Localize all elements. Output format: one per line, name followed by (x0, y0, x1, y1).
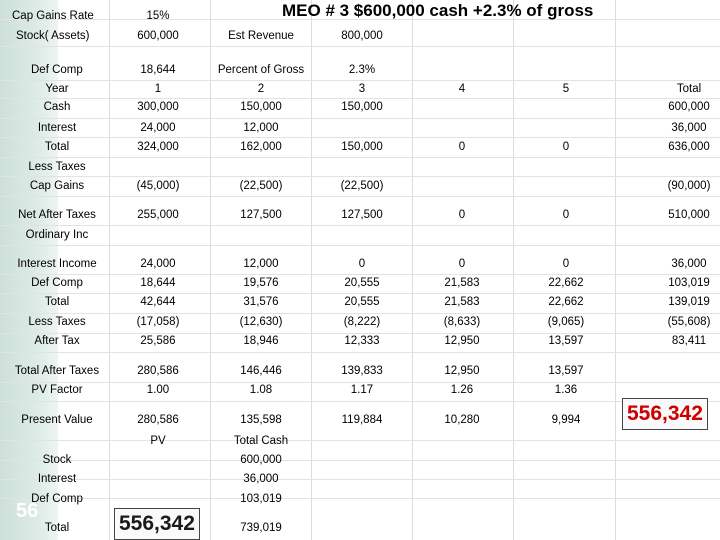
year-header: 3 (358, 83, 366, 95)
table-cell: 12,950 (444, 365, 480, 377)
table-cell: (9,065) (547, 316, 585, 328)
table-cell: (12,630) (239, 316, 283, 328)
row-divider (0, 98, 720, 99)
row-divider (0, 313, 720, 314)
table-cell: 0 (562, 141, 570, 153)
row-label: PV Factor (31, 384, 83, 396)
table-cell: 300,000 (137, 101, 179, 113)
row-label: Cap Gains (29, 180, 85, 192)
row-divider (0, 352, 720, 353)
year-header: 2 (257, 83, 265, 95)
total-header: Total (676, 83, 702, 95)
table-cell: 13,597 (548, 335, 584, 347)
summary-stock-value: 600,000 (240, 454, 282, 466)
row-label: After Tax (34, 335, 80, 347)
table-cell: (8,222) (343, 316, 381, 328)
row-label: Total After Taxes (14, 365, 100, 377)
row-label: Total (44, 296, 70, 308)
row-divider (0, 46, 720, 47)
table-cell: 21,583 (444, 277, 480, 289)
percent-of-gross-value: 2.3% (348, 64, 376, 76)
summary-total-value: 739,019 (240, 522, 282, 534)
summary-interest-label: Interest (37, 473, 77, 485)
table-cell: 0 (562, 258, 570, 270)
table-cell: 135,598 (240, 414, 282, 426)
row-label: Total (44, 141, 70, 153)
table-cell: 1.08 (249, 384, 273, 396)
table-cell: 1.00 (146, 384, 170, 396)
table-cell: 24,000 (140, 258, 176, 270)
table-cell: 24,000 (140, 122, 176, 134)
table-cell: 119,884 (341, 414, 383, 426)
table-cell: 0 (458, 141, 466, 153)
table-cell: 20,555 (344, 296, 380, 308)
table-total-cell: 139,019 (668, 296, 710, 308)
row-divider (0, 196, 720, 197)
summary-pv-label: PV (150, 435, 166, 447)
table-cell: 1.36 (554, 384, 578, 396)
row-divider (0, 245, 720, 246)
row-divider (0, 118, 720, 119)
row-label: Less Taxes (28, 316, 86, 328)
table-cell: 25,586 (140, 335, 176, 347)
table-cell: 12,950 (444, 335, 480, 347)
stock-assets-label: Stock( Assets) (16, 30, 90, 42)
table-cell: 12,000 (243, 122, 279, 134)
summary-def-comp-label: Def Comp (31, 493, 83, 505)
column-divider (513, 0, 514, 540)
column-divider (109, 0, 110, 540)
summary-stock-label: Stock (42, 454, 72, 466)
pv-total-highlight: 556,342 (622, 398, 708, 430)
table-cell: 22,662 (548, 277, 584, 289)
est-revenue-label: Est Revenue (228, 30, 294, 42)
year-header: 5 (562, 83, 570, 95)
table-cell: (45,000) (136, 180, 180, 192)
table-total-cell: (90,000) (667, 180, 711, 192)
year-header: 1 (154, 83, 162, 95)
row-label: Less Taxes (28, 161, 86, 173)
row-divider (0, 479, 720, 480)
row-label: Ordinary Inc (25, 229, 89, 241)
table-cell: 19,576 (243, 277, 279, 289)
table-cell: 12,333 (344, 335, 380, 347)
def-comp-value: 18,644 (140, 64, 176, 76)
percent-of-gross-label: Percent of Gross (217, 64, 305, 76)
table-cell: 21,583 (444, 296, 480, 308)
row-label: Interest Income (17, 258, 97, 270)
table-total-cell: 636,000 (668, 141, 710, 153)
cap-gains-rate-label: Cap Gains Rate (12, 10, 94, 22)
row-divider (0, 225, 720, 226)
table-cell: 280,586 (137, 365, 179, 377)
table-total-cell: 103,019 (668, 277, 710, 289)
table-cell: 139,833 (341, 365, 383, 377)
table-total-cell: 600,000 (668, 101, 710, 113)
row-divider (0, 176, 720, 177)
table-cell: 13,597 (548, 365, 584, 377)
table-cell: 146,446 (240, 365, 282, 377)
row-divider (0, 498, 720, 499)
table-total-cell: 83,411 (671, 335, 707, 347)
year-label: Year (45, 83, 69, 95)
row-divider (0, 460, 720, 461)
row-label: Def Comp (31, 277, 83, 289)
row-divider (0, 440, 720, 441)
def-comp-label: Def Comp (31, 64, 83, 76)
table-cell: 42,644 (140, 296, 176, 308)
table-cell: 18,946 (243, 335, 279, 347)
summary-def-comp-value: 103,019 (240, 493, 282, 505)
row-divider (0, 274, 720, 275)
table-cell: 0 (458, 258, 466, 270)
table-cell: (22,500) (239, 180, 283, 192)
table-cell: 1.17 (350, 384, 374, 396)
table-cell: 280,586 (137, 414, 179, 426)
table-cell: 0 (562, 209, 570, 221)
table-cell: 12,000 (243, 258, 279, 270)
table-cell: 10,280 (444, 414, 480, 426)
summary-interest-value: 36,000 (243, 473, 279, 485)
table-cell: 127,500 (240, 209, 282, 221)
table-cell: 20,555 (344, 277, 380, 289)
table-cell: 324,000 (137, 141, 179, 153)
row-divider (0, 137, 720, 138)
row-label: Interest (37, 122, 77, 134)
table-total-cell: 36,000 (671, 122, 707, 134)
slide-number: 56 (16, 500, 39, 522)
table-cell: 9,994 (551, 414, 581, 426)
table-cell: 22,662 (548, 296, 584, 308)
table-total-cell: (55,608) (667, 316, 711, 328)
row-divider (0, 293, 720, 294)
cap-gains-rate-value: 15% (146, 10, 170, 22)
summary-pv-value: 556,342 (114, 508, 200, 540)
table-cell: 0 (458, 209, 466, 221)
table-cell: 31,576 (243, 296, 279, 308)
table-cell: 127,500 (341, 209, 383, 221)
column-divider (615, 0, 616, 540)
table-cell: 1.26 (450, 384, 474, 396)
column-divider (311, 0, 312, 540)
row-divider (0, 401, 720, 402)
slide-title: MEO # 3 $600,000 cash +2.3% of gross (282, 1, 594, 20)
table-total-cell: 510,000 (668, 209, 710, 221)
row-label: Present Value (21, 414, 93, 426)
year-header: 4 (458, 83, 466, 95)
column-divider (210, 0, 211, 540)
row-label: Net After Taxes (18, 209, 96, 221)
table-cell: 18,644 (140, 277, 176, 289)
table-cell: 0 (358, 258, 366, 270)
table-total-cell: 36,000 (671, 258, 707, 270)
row-divider (0, 80, 720, 81)
table-cell: (8,633) (443, 316, 481, 328)
est-revenue-value: 800,000 (341, 30, 383, 42)
summary-total-label: Total (44, 522, 70, 534)
row-divider (0, 157, 720, 158)
row-label: Cash (43, 101, 71, 113)
table-cell: (22,500) (340, 180, 384, 192)
table-cell: 162,000 (240, 141, 282, 153)
summary-total-cash-label: Total Cash (233, 435, 289, 447)
table-cell: 150,000 (240, 101, 282, 113)
table-cell: (17,058) (136, 316, 180, 328)
stock-assets-value: 600,000 (137, 30, 179, 42)
table-cell: 150,000 (341, 101, 383, 113)
table-cell: 255,000 (137, 209, 179, 221)
table-cell: 150,000 (341, 141, 383, 153)
column-divider (412, 0, 413, 540)
